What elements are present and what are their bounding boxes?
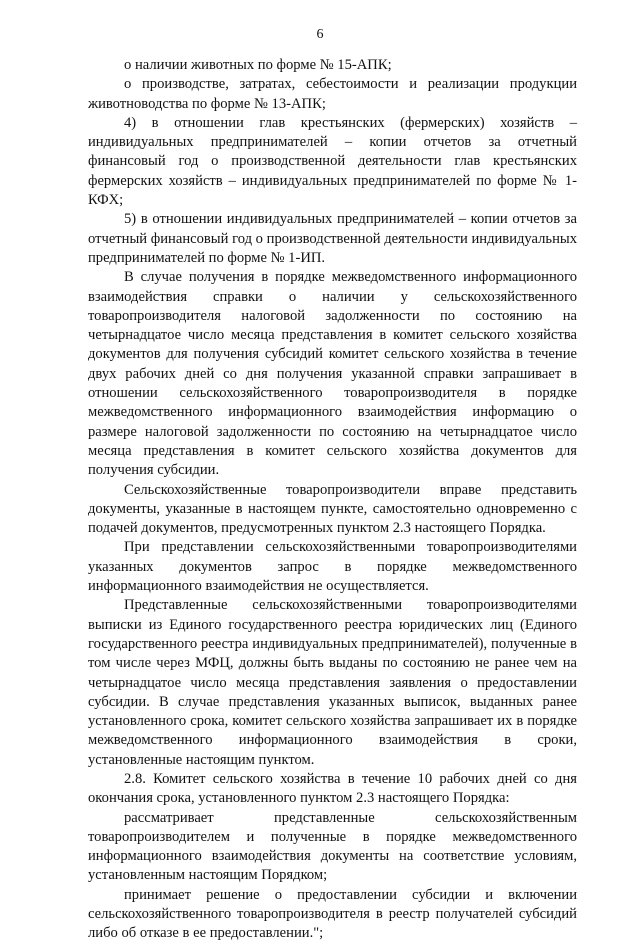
document-body	[88, 56, 577, 944]
paragraph-livestock-form: о наличии животных по форме № 15-АПК;	[124, 57, 392, 73]
paragraph-no-request: При представлении сельскохозяйственными товаропроизводителями указанных документов запрос в порядке межведомственного информационного взаимодействия не осуществляется.	[88, 539, 577, 595]
paragraph-clause-2-8: 2.8. Комитет сельского хозяйства в течение 10 рабочих дней со дня окончания срока, установленного пунктом 2.3 настоящего Порядка:	[88, 770, 577, 807]
paragraph-production-costs-form: о производстве, затратах, себестоимости и реализации продукции животноводства по форме № 13-АПК;	[88, 76, 577, 112]
paragraph-decision: принимает решение о предоставлении субсидии и включении сельскохозяйственного товаропроизводителя в реестр получателей субсидий либо об отказе в ее предоставлении.";	[88, 886, 577, 942]
page-number: 6	[316, 27, 324, 42]
paragraph-item-4-farm-heads: 4) в отношении глав крестьянских (фермерских) хозяйств – индивидуальных предпринимателей – копии отчетов за отчетный финансовый год о производственной деятельности глав крестьянских фермерских хозяйств – индивидуальных предпринимателей по форме № 1-КФХ;	[88, 114, 577, 209]
paragraph-item-5-entrepreneurs: 5) в отношении индивидуальных предпринимателей – копии отчетов за отчетный финансовый год о производственной деятельности индивидуальных предпринимателей по форме № 1-ИП.	[88, 211, 577, 266]
paragraph-registry-extracts: Представленные сельскохозяйственными товаропроизводителями выписки из Единого государственного реестра юридических лиц (Единого государственного реестра индивидуальных предпринимателей), полученные в том числе через МФЦ, должны быть выданы по состоянию не ранее чем на четырнадцатое число месяца представления заявления о предоставлении субсидии. В случае представления указанных выписок, выданных ранее установленного срока, комитет сельского хозяйства запрашивает их в порядке межведомственного информационного взаимодействия в сроки, установленные настоящим пунктом.	[88, 597, 577, 768]
paragraph-review-documents: рассматривает представленные сельскохозяйственным товаропроизводителем и полученные в порядке межведомственного информационного взаимодействия документы на соответствие условиям, установленным настоящим Порядком;	[88, 809, 577, 884]
paragraph-tax-debt-request: В случае получения в порядке межведомственного информационного взаимодействия справки о наличии у сельскохозяйственного товаропроизводителя налоговой задолженности по состоянию на четырнадцатое число месяца представления в комитет сельского хозяйства документов для получения субсидий комитет сельского хозяйства в течение двух рабочих дней со дня получения указанной справки запрашивает в отношении сельскохозяйственного товаропроизводителя в порядке межведомственного информационного взаимодействия информацию о размере налоговой задолженности по состоянию на четырнадцатое число месяца представления в комитет сельского хозяйства документов для получения субсидии.	[88, 269, 577, 479]
paragraph-self-submission: Сельскохозяйственные товаропроизводители вправе представить документы, указанные в настоящем пункте, самостоятельно одновременно с подачей документов, предусмотренных пунктом 2.3 настоящего Порядка.	[88, 481, 577, 537]
